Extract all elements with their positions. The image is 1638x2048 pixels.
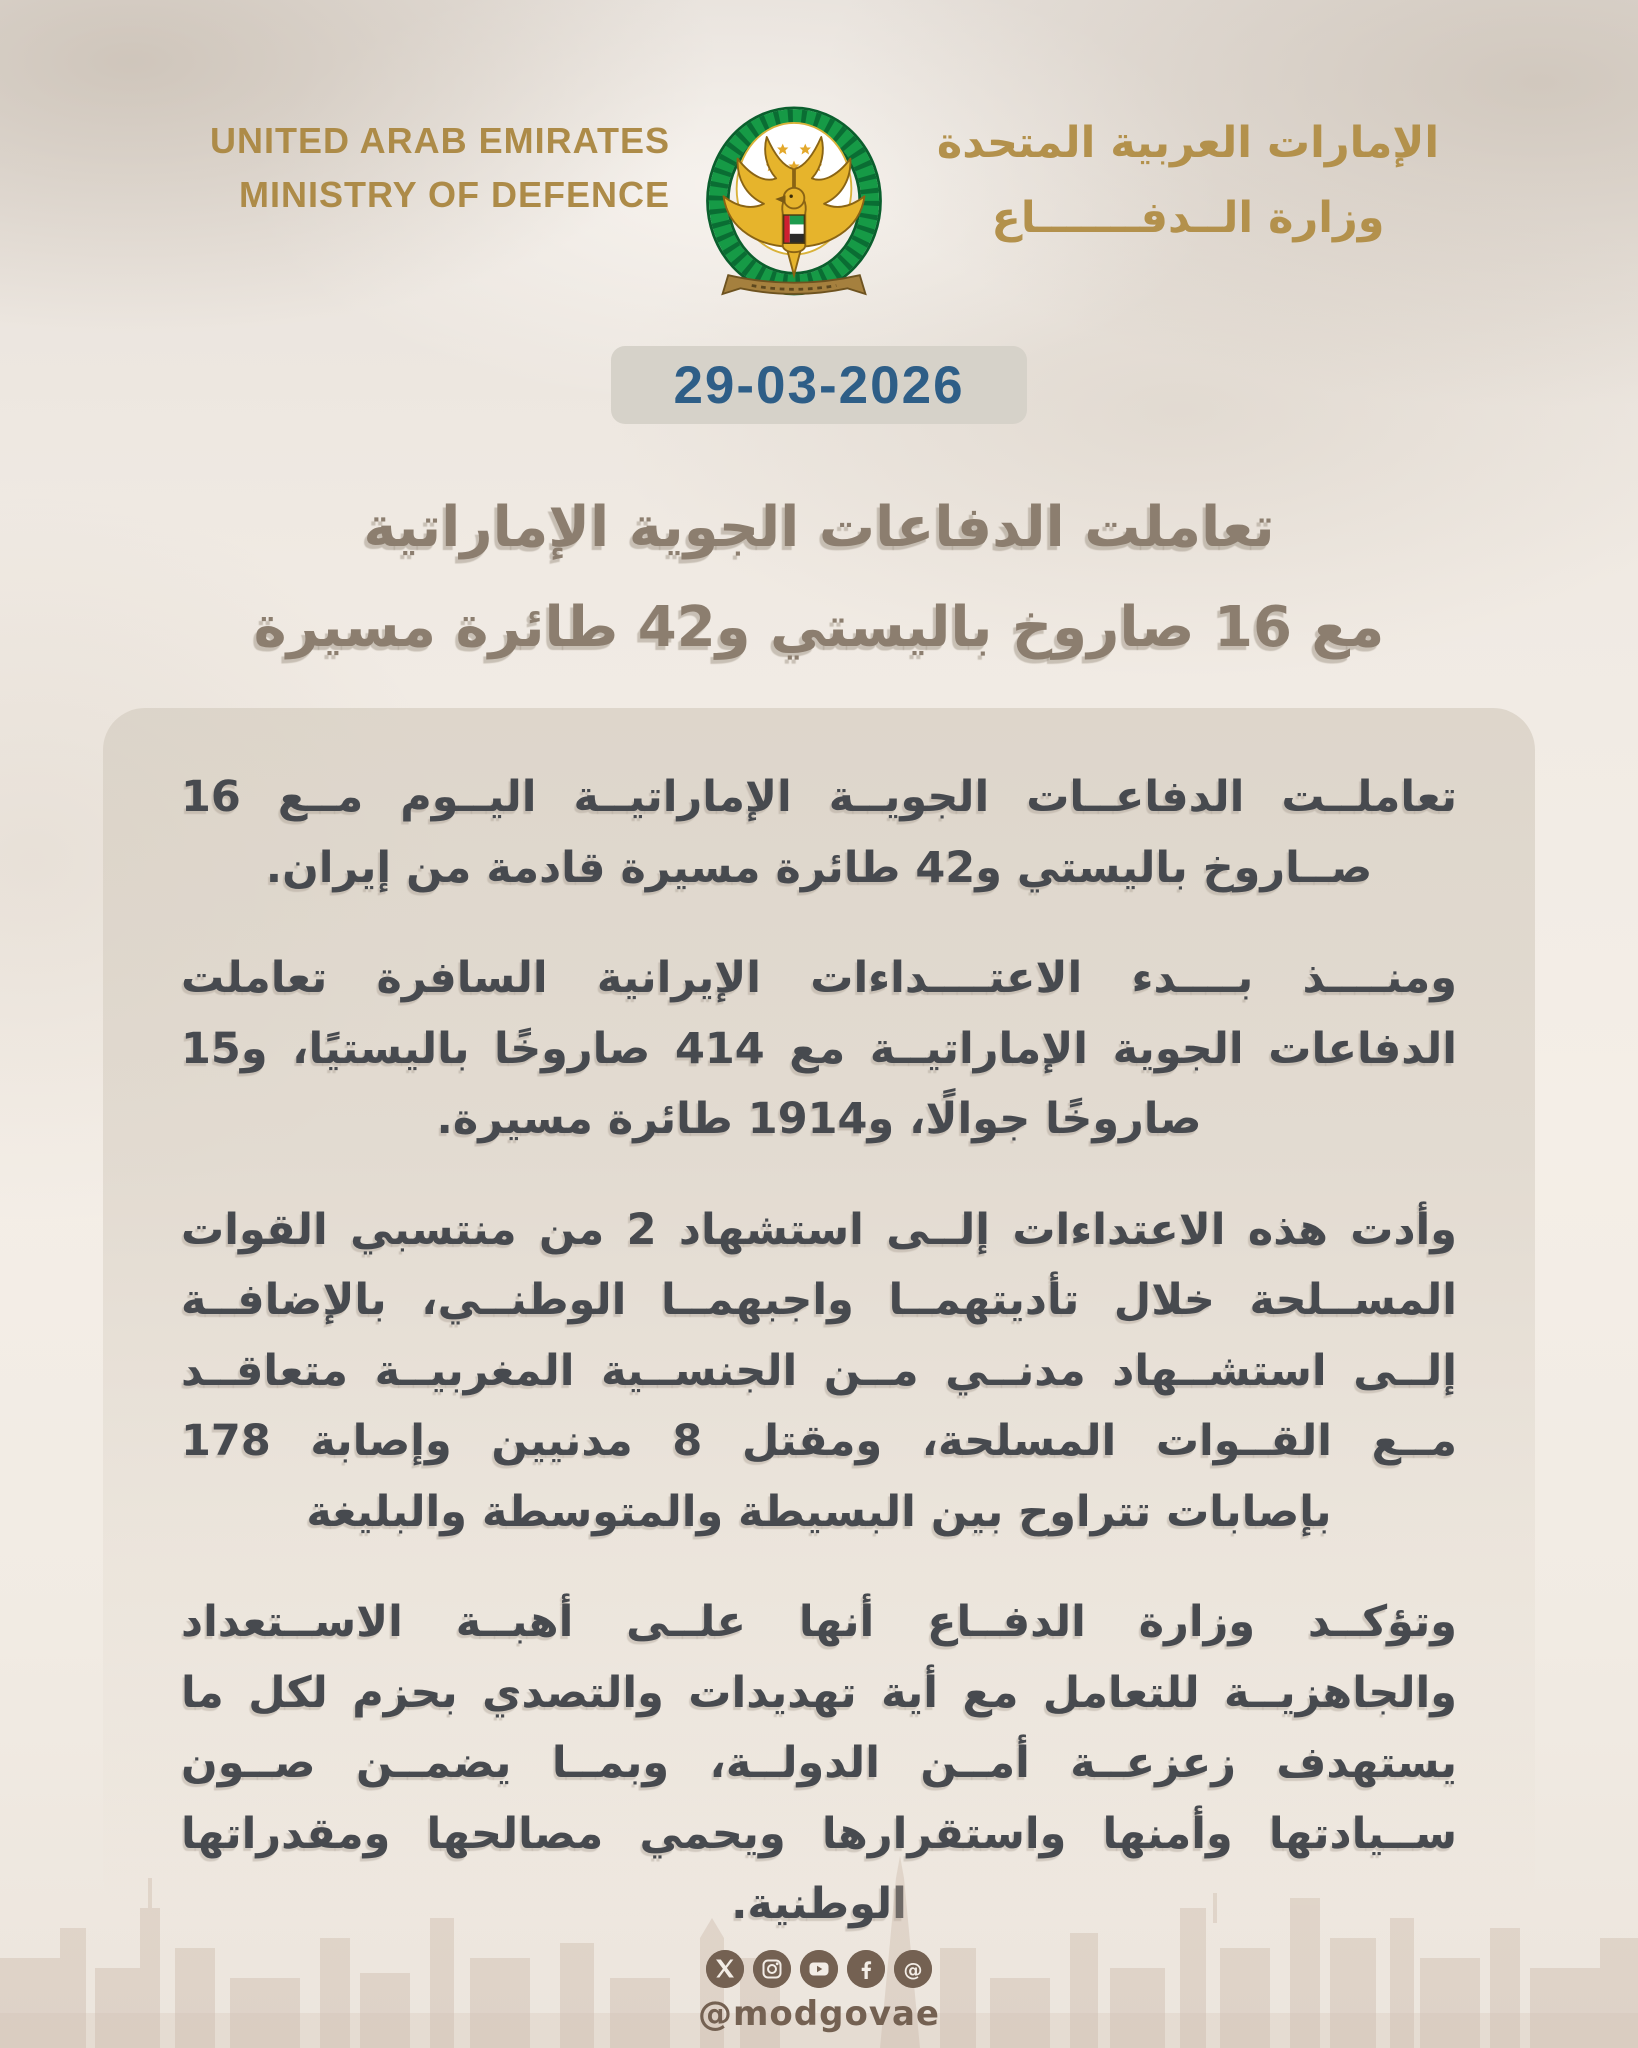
headline-line1: تعاملت الدفاعات الجوية الإماراتية bbox=[363, 495, 1275, 560]
youtube-icon bbox=[800, 1950, 838, 1988]
date-text: 29-03-2026 bbox=[673, 355, 965, 415]
statement-headline bbox=[0, 478, 1638, 677]
en-title-line2: MINISTRY OF DEFENCE bbox=[238, 174, 670, 215]
headline-line2: مع 16 صاروخ باليستي و42 طائرة مسيرة bbox=[253, 594, 1385, 660]
header bbox=[0, 104, 1638, 311]
statement-paragraph: تعاملــت الدفاعــات الجويــة الإماراتيــة اليــوم مــع 16 صــاروخ باليستي و42 طائرة مسيرة قادمة من إيران. bbox=[181, 772, 1457, 893]
x-icon bbox=[706, 1950, 744, 1988]
threads-icon bbox=[894, 1950, 932, 1988]
statement-body bbox=[103, 708, 1535, 1940]
ministry-title-arabic bbox=[918, 106, 1458, 257]
svg-text:@: @ bbox=[903, 1959, 923, 1981]
statement-paragraph: وتؤكــد وزارة الدفــاع أنها علــى أهبــة الاســتعداد والجاهزيــة للتعامل مع أية تهديدات والتصدي بحزم لكل ما يستهدف زعزعــة أمــن الدولــة، وبمــا يضمــن صــون ســيادتها وأمنها واستقرارها ويحمي مصالحها ومقدراتها الوطنية. bbox=[181, 1597, 1457, 1930]
social-icons-row bbox=[706, 1950, 932, 1988]
ar-title-line1: الإمارات العربية المتحدة bbox=[936, 118, 1440, 168]
ministry-title-english bbox=[180, 114, 670, 222]
statement-card bbox=[103, 708, 1535, 1930]
ar-title-line2: وزارة الــدفـــــــاع bbox=[991, 193, 1385, 244]
statement-paragraph: ومنــــذ بــــدء الاعتــــداءات الإيرانية السافرة تعاملت الدفاعات الجوية الإماراتيــة مع 414 صاروخًا باليستيًا، و15 صاروخًا جوالًا، و1914 طائرة مسيرة. bbox=[181, 953, 1457, 1145]
en-title-line1: UNITED ARAB EMIRATES bbox=[210, 120, 670, 161]
social-handle: @modgovae bbox=[698, 1994, 940, 2034]
uae-armed-forces-emblem-icon bbox=[700, 104, 888, 311]
instagram-icon bbox=[753, 1950, 791, 1988]
statement-paragraph: وأدت هذه الاعتداءات إلــى استشهاد 2 من منتسبي القوات المســلحة خلال تأديتهمــا واجبهمــا الوطنــي، بالإضافــة إلــى استشــهاد مدنــي مــن الجنســية المغربيــة متعاقــد مــع القــوات المسلحة، ومقتل 8 مدنيين وإصابة 178 بإصابات تتراوح بين البسيطة والمتوسطة والبليغة bbox=[181, 1204, 1458, 1537]
footer bbox=[0, 1950, 1638, 2034]
date-badge bbox=[611, 346, 1027, 424]
facebook-icon bbox=[847, 1950, 885, 1988]
